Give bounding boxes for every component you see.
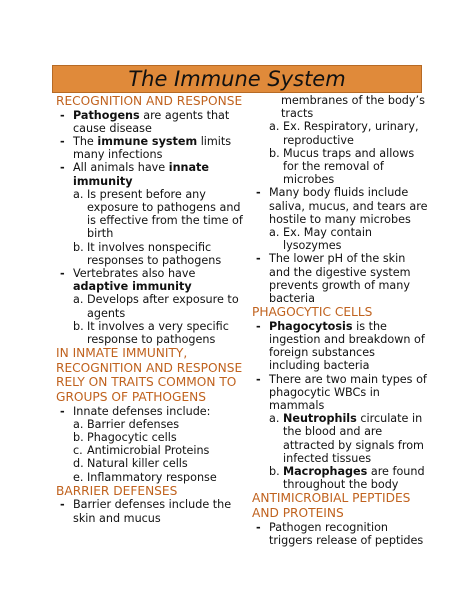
- list-text: limits many infections: [73, 135, 232, 162]
- list-text: Barrier defenses include the skin and mucus: [73, 498, 232, 525]
- letter-marker: a.: [269, 412, 280, 426]
- dash-marker: -: [60, 498, 65, 512]
- dash-marker: -: [256, 319, 261, 333]
- letter-marker: a.: [73, 417, 84, 431]
- letter-marker: a.: [269, 120, 280, 134]
- heading-phagocytic: PHAGOCYTIC CELLS: [252, 305, 373, 320]
- letter-marker: c.: [73, 444, 83, 458]
- left-column: [56, 94, 244, 525]
- sub-list-item: [56, 471, 244, 484]
- list-text: The: [73, 135, 98, 148]
- dash-marker: -: [60, 135, 65, 148]
- sub-list-item: [252, 147, 428, 187]
- list-text: The lower pH of the skin and the digestive system prevents growth of many bacteria: [269, 252, 411, 306]
- list-text: It involves a very specific response to pathogens: [87, 319, 229, 347]
- letter-marker: b.: [73, 319, 84, 333]
- heading-recognition: RECOGNITION AND RESPONSE: [56, 94, 243, 108]
- list-item: [56, 161, 244, 187]
- letter-marker: a.: [73, 293, 84, 307]
- list-text: Phagocytic cells: [87, 431, 177, 445]
- sub-list-item: [56, 241, 244, 267]
- list-item: [252, 521, 428, 547]
- list-item: [252, 252, 428, 305]
- letter-marker: d.: [73, 457, 84, 471]
- dash-marker: -: [60, 161, 65, 175]
- term-immune-system: immune system: [97, 135, 198, 148]
- dash-marker: -: [60, 108, 65, 122]
- list-item: [56, 405, 244, 418]
- sub-list-item: [56, 418, 244, 431]
- list-text: circulate in the blood and are attracted by signals from infected tissues: [283, 412, 424, 465]
- letter-marker: b.: [73, 431, 84, 445]
- heading-innate: IN INMATE IMMUNITY, RECOGNITION AND RESPONSE RELY ON TRAITS COMMON TO GROUPS OF PATHOGENS: [56, 346, 243, 405]
- list-text: Natural killer cells: [87, 457, 188, 471]
- list-text: Develops after exposure to agents: [87, 293, 239, 320]
- list-text: Many body fluids include saliva, mucus, and tears are hostile to many microbes: [269, 186, 428, 226]
- list-text: Vertebrates also have: [73, 267, 196, 281]
- heading-barrier: BARRIER DEFENSES: [56, 483, 178, 498]
- list-text: Barrier defenses: [87, 417, 180, 431]
- list-text: is the ingestion and breakdown of foreign substances including bacteria: [269, 319, 425, 373]
- list-text: Is present before any exposure to pathogens and is effective from the time of birth: [87, 187, 243, 241]
- list-text: It involves nonspecific responses to pathogens: [87, 240, 222, 267]
- term-pathogens: Pathogens: [73, 108, 140, 122]
- term-phagocytosis: Phagocytosis: [269, 319, 353, 333]
- dash-marker: -: [60, 267, 65, 281]
- list-text: are found throughout the body: [283, 465, 425, 492]
- sub-list-item: [252, 226, 428, 252]
- sub-list-item: [252, 465, 428, 491]
- list-text: Pathogen recognition triggers release of peptides: [269, 520, 424, 547]
- letter-marker: a.: [73, 187, 84, 201]
- list-text: There are two main types of phagocytic WBCs in mammals: [269, 372, 427, 413]
- sub-list-item: [56, 188, 244, 241]
- list-item: [56, 267, 244, 293]
- list-item: [56, 109, 244, 135]
- term-macrophages: Macrophages: [283, 465, 368, 479]
- sub-list-item: [56, 320, 244, 346]
- sub-list-item: [56, 431, 244, 444]
- letter-marker: a.: [269, 226, 280, 240]
- page-title: The Immune System: [128, 67, 346, 91]
- letter-marker: b.: [269, 146, 280, 160]
- list-item: [252, 186, 428, 226]
- list-text: Ex. May contain lysozymes: [283, 226, 373, 253]
- list-text: Inflammatory response: [87, 470, 217, 484]
- list-text: are agents that cause disease: [73, 108, 230, 135]
- list-text: Mucus traps and allows for the removal of microbes: [283, 146, 415, 187]
- dash-marker: -: [256, 252, 261, 266]
- list-text: Antimicrobial Proteins: [87, 444, 210, 458]
- dash-marker: -: [256, 520, 261, 534]
- sub-list-item: [56, 444, 244, 457]
- list-item: [56, 498, 244, 524]
- list-item: [56, 135, 244, 161]
- list-text: Innate defenses include:: [73, 404, 211, 418]
- list-text: Ex. Respiratory, urinary, reproductive: [283, 120, 419, 147]
- sub-list-item: [252, 412, 428, 465]
- continued-text: membranes of the body’s tracts: [281, 94, 425, 121]
- dash-marker: -: [256, 186, 261, 200]
- dash-marker: -: [256, 372, 261, 386]
- title-banner: [52, 65, 422, 93]
- list-item: [252, 320, 428, 373]
- sub-list-item: [56, 293, 244, 319]
- letter-marker: b.: [73, 240, 84, 254]
- letter-marker: b.: [269, 465, 280, 479]
- term-adaptive-immunity: adaptive immunity: [73, 280, 192, 294]
- dash-marker: -: [60, 404, 65, 418]
- list-item: [252, 373, 428, 413]
- sub-list-item: [56, 457, 244, 470]
- list-text: All animals have: [73, 161, 169, 175]
- letter-marker: e.: [73, 470, 84, 484]
- term-neutrophils: Neutrophils: [283, 412, 357, 426]
- sub-list-item: [252, 120, 428, 146]
- term-innate-immunity: innate immunity: [73, 161, 209, 188]
- right-column: [252, 94, 428, 547]
- heading-antimicrobial: ANTIMICROBIAL PEPTIDES AND PROTEINS: [252, 491, 411, 521]
